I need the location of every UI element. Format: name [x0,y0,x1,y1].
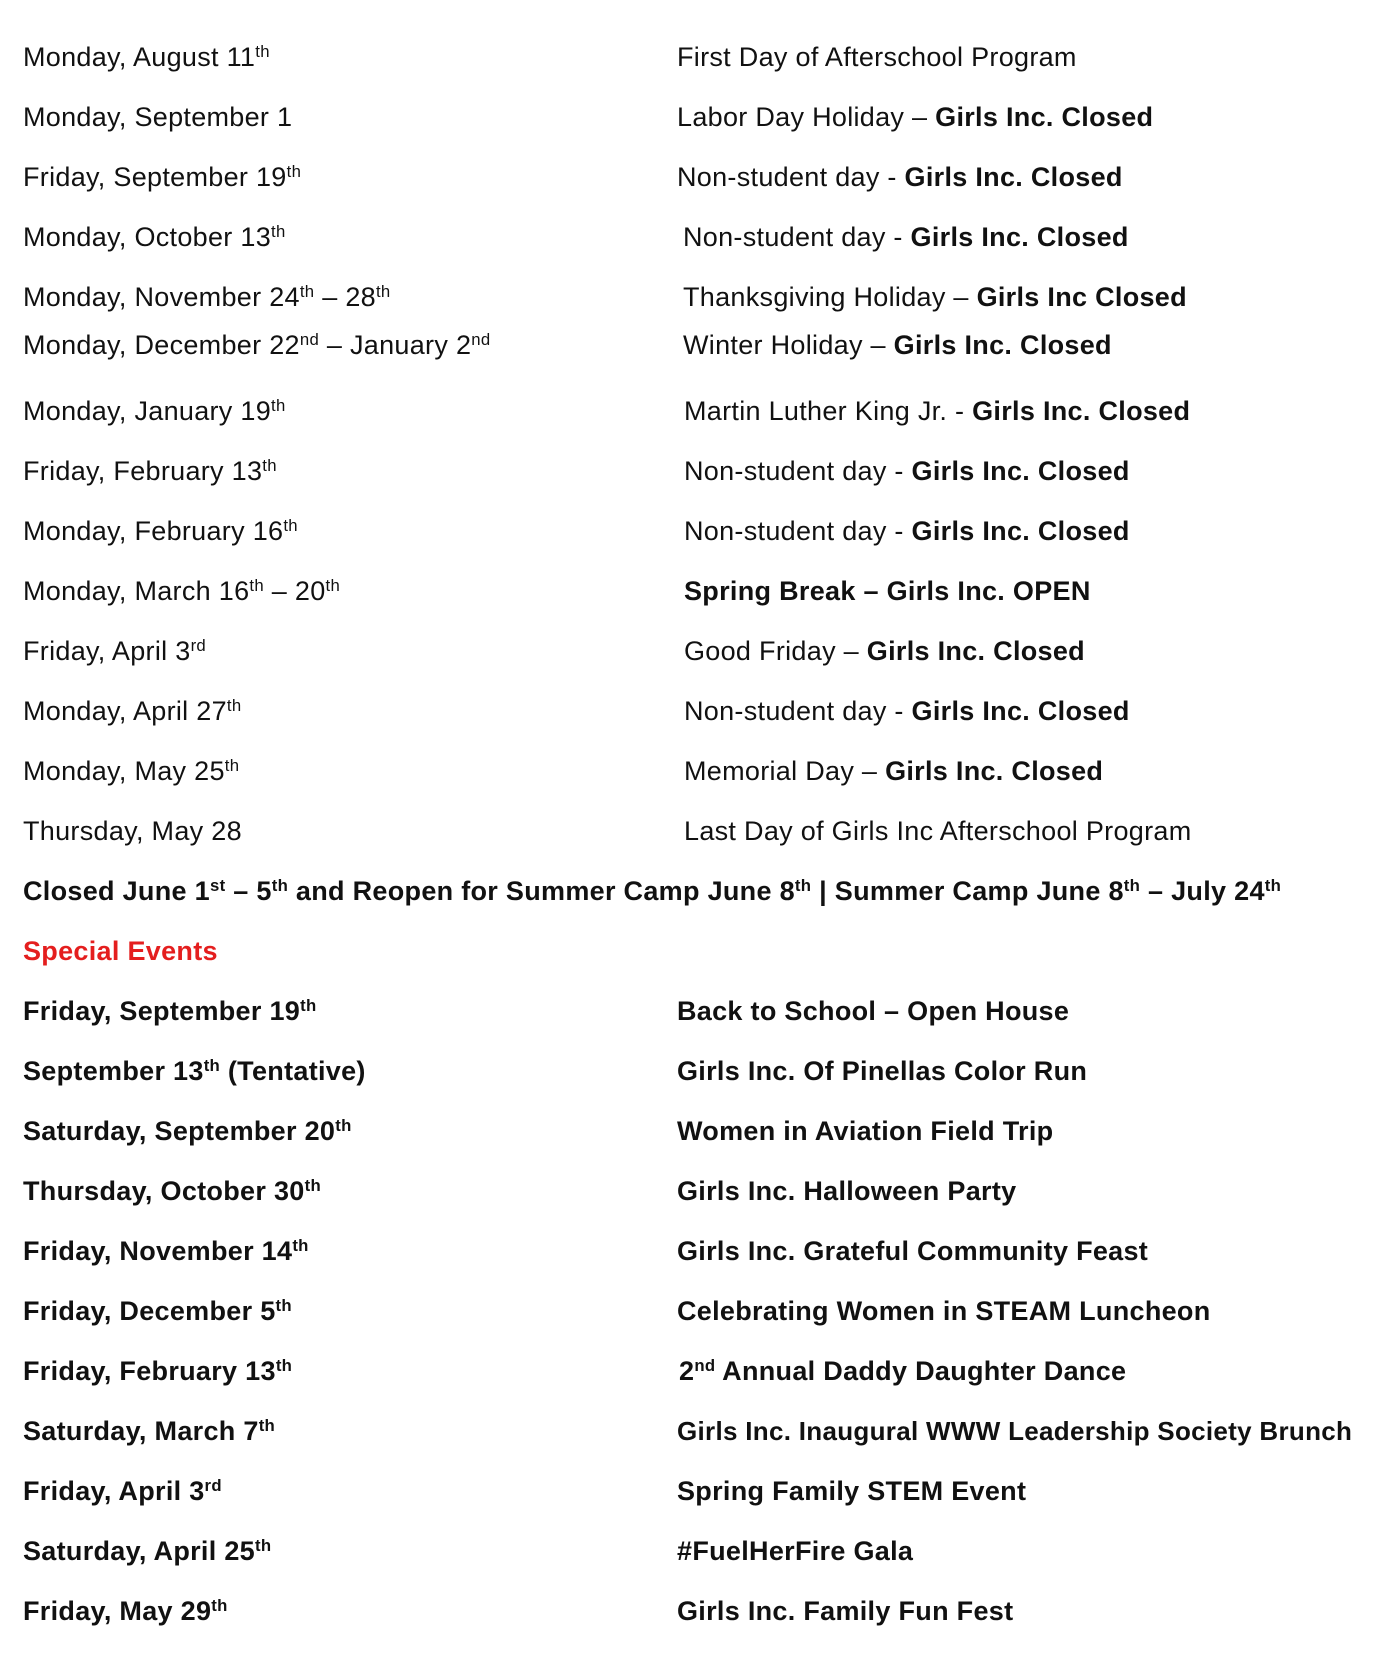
calendar-date: Monday, August 11th [23,41,270,72]
calendar-description: Thanksgiving Holiday – Girls Inc Closed [683,282,1187,312]
calendar-row [0,222,1400,262]
calendar-description: Non-student day - Girls Inc. Closed [684,456,1130,486]
calendar-date: Monday, December 22nd – January 2nd [23,329,491,360]
calendar-description: Labor Day Holiday – Girls Inc. Closed [677,102,1154,132]
calendar-description: Spring Break – Girls Inc. OPEN [684,576,1091,606]
calendar-row [0,576,1400,616]
calendar-date: Monday, October 13th [23,221,286,252]
event-name: Girls Inc. Family Fun Fest [677,1596,1014,1626]
event-name: Girls Inc. Halloween Party [677,1176,1017,1206]
calendar-description: Non-student day - Girls Inc. Closed [677,162,1123,192]
calendar-date: Thursday, May 28 [23,816,242,846]
calendar-date: Friday, April 3rd [23,635,207,666]
event-row [0,1116,1400,1156]
calendar-row [0,330,1400,370]
event-name: #FuelHerFire Gala [677,1536,914,1566]
event-name: Women in Aviation Field Trip [677,1116,1054,1146]
event-date: Thursday, October 30th [23,1175,321,1206]
event-row [0,1536,1400,1576]
calendar-row [0,102,1400,142]
event-row [0,1596,1400,1636]
event-row [0,1056,1400,1096]
special-events-heading: Special Events [23,936,218,966]
event-name: Celebrating Women in STEAM Luncheon [677,1296,1211,1326]
event-date: Saturday, September 20th [23,1115,352,1146]
calendar-row [0,162,1400,202]
event-row [0,1416,1400,1456]
event-date: Friday, December 5th [23,1295,292,1326]
calendar-row [0,282,1400,322]
calendar-description: First Day of Afterschool Program [677,42,1077,72]
event-name: Girls Inc. Of Pinellas Color Run [677,1056,1088,1086]
calendar-date: Friday, February 13th [23,455,277,486]
event-name: Back to School – Open House [677,996,1070,1026]
calendar-date: Friday, September 19th [23,161,302,192]
calendar-row [0,42,1400,82]
calendar-date: Monday, November 24th – 28th [23,281,391,312]
event-name: Girls Inc. Inaugural WWW Leadership Society Brunch [677,1416,1353,1446]
event-date: Saturday, March 7th [23,1415,276,1446]
calendar-description: Martin Luther King Jr. - Girls Inc. Closed [684,396,1191,426]
event-name: Girls Inc. Grateful Community Feast [677,1236,1149,1266]
calendar-row [0,756,1400,796]
calendar-row [0,456,1400,496]
event-date: Friday, April 3rd [23,1475,222,1506]
calendar-row [0,516,1400,556]
calendar-date: Monday, September 1 [23,102,293,132]
calendar-description: Winter Holiday – Girls Inc. Closed [683,330,1112,360]
calendar-row [0,636,1400,676]
calendar-date: Monday, April 27th [23,695,242,726]
event-row [0,1356,1400,1396]
calendar-description: Non-student day - Girls Inc. Closed [683,222,1129,252]
event-row [0,1476,1400,1516]
calendar-description: Good Friday – Girls Inc. Closed [684,636,1085,666]
calendar-row [0,816,1400,856]
calendar-description: Non-student day - Girls Inc. Closed [684,696,1130,726]
calendar-row [0,696,1400,736]
calendar-date: Monday, January 19th [23,395,286,426]
calendar-date: Monday, March 16th – 20th [23,575,341,606]
event-date: Saturday, April 25th [23,1535,272,1566]
event-date: Friday, May 29th [23,1595,228,1626]
calendar-date: Monday, May 25th [23,755,240,786]
event-row [0,996,1400,1036]
event-date: Friday, September 19th [23,995,317,1026]
event-date: Friday, February 13th [23,1355,293,1386]
summer-closure-notice: Closed June 1st – 5th and Reopen for Summer Camp June 8th | Summer Camp June 8th – July 24th [23,875,1282,906]
event-date: Friday, November 14th [23,1235,309,1266]
event-date: September 13th (Tentative) [23,1055,366,1086]
calendar-description: Non-student day - Girls Inc. Closed [684,516,1130,546]
calendar-row [0,396,1400,436]
event-name: Spring Family STEM Event [677,1476,1027,1506]
event-row [0,1296,1400,1336]
calendar-description: Memorial Day – Girls Inc. Closed [684,756,1104,786]
event-name: 2nd Annual Daddy Daughter Dance [679,1355,1127,1386]
event-row [0,1176,1400,1216]
event-row [0,1236,1400,1276]
calendar-date: Monday, February 16th [23,515,298,546]
calendar-description: Last Day of Girls Inc Afterschool Program [684,816,1192,846]
